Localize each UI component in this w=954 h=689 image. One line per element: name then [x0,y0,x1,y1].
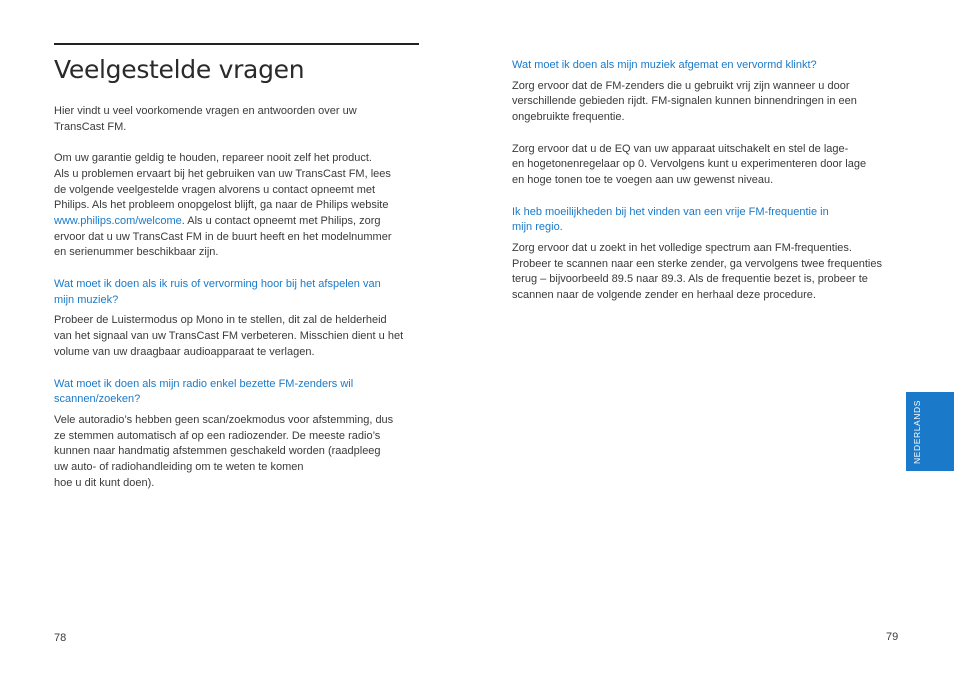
faq-item [512,205,904,304]
faq-answer: kunnen naar handmatig afstemmen geschakeld worden (raadpleeg [54,445,381,458]
language-tab-label: NEDERLANDS [912,399,923,464]
faq-answer: Probeer te scannen naar een sterke zender, ga vervolgens twee frequenties [512,257,882,270]
warranty-line: de volgende veelgestelde vragen alvorens u contact opneemt met [54,183,376,196]
faq-question: Ik heb moeilijkheden bij het vinden van een vrije FM-frequentie in [512,205,829,218]
faq-question: Wat moet ik doen als mijn radio enkel bezette FM-zenders wil [54,377,354,390]
page-number-right: 79 [886,631,899,643]
faq-item [54,377,422,492]
faq-answer: Zorg ervoor dat u zoekt in het volledige spectrum aan FM-frequenties. [512,242,852,255]
page-title: Veelgestelde vragen [54,55,305,84]
right-column [512,58,904,304]
faq-answer: Zorg ervoor dat u de EQ van uw apparaat uitschakelt en stel de lage- [512,142,849,155]
faq-answer: Probeer de Luistermodus op Mono in te stellen, dit zal de helderheid [54,314,387,327]
faq-answer: Vele autoradio’s hebben geen scan/zoekmodus voor afstemming, dus [54,413,394,426]
faq-answer: verschillende gebieden rijdt. FM-signalen kunnen binnendringen in een [512,95,857,108]
faq-question: mijn muziek? [54,293,119,306]
warranty-line: Philips. Als het probleem onopgelost blijft, ga naar de Philips website [54,199,389,212]
faq-question: scannen/zoeken? [54,393,141,406]
faq-question: mijn regio. [512,221,563,234]
intro-paragraph [54,104,422,135]
language-tab-label-wrap [906,392,929,471]
faq-answer: ongebruikte frequentie. [512,111,625,124]
intro-line: TransCast FM. [54,120,127,133]
faq-question: Wat moet ik doen als mijn muziek afgemat en vervormd klinkt? [512,59,817,71]
intro-line: Hier vindt u veel voorkomende vragen en antwoorden over uw [54,105,357,117]
faq-question: Wat moet ik doen als ik ruis of vervorming hoor bij het afspelen van [54,278,381,291]
faq-answer: scannen naar de volgende zender en herhaal deze procedure. [512,289,816,302]
faq-answer: uw auto- of radiohandleiding om te weten te komen [54,461,304,474]
faq-answer: en hogetonenregelaar op 0. Vervolgens kunt u experimenteren door lage [512,158,867,171]
page-number-left: 78 [54,632,67,644]
warranty-line: en serienummer beschikbaar zijn. [54,246,219,259]
warranty-line: Om uw garantie geldig te houden, repareer nooit zelf het product. [54,152,372,165]
warranty-paragraph [54,151,422,261]
faq-answer: ze stemmen automatisch af op een radiozender. De meeste radio’s [54,429,381,442]
faq-answer: terug – bijvoorbeeld 89.5 naar 89.3. Als de frequentie bezet is, probeer te [512,273,868,286]
warranty-link-line [54,214,422,230]
faq-answer: van het signaal van uw TransCast FM verbeteren. Misschien dient u het [54,330,404,343]
faq-answer: volume van uw draagbaar audioapparaat te verlagen. [54,345,315,358]
faq-answer: hoe u dit kunt doen). [54,476,155,489]
faq-item [512,58,904,189]
philips-website-link[interactable]: www.philips.com/welcome [54,214,182,227]
faq-answer: Zorg ervoor dat de FM-zenders die u gebruikt vrij zijn wanneer u door [512,79,850,92]
warranty-line: ervoor dat u uw TransCast FM in de buurt heeft en het modelnummer [54,230,392,243]
left-column [54,104,422,491]
faq-item [54,277,422,361]
warranty-line: Als u problemen ervaart bij het gebruiken van uw TransCast FM, lees [54,167,391,180]
warranty-line-rest: . Als u contact opneemt met Philips, zorg [181,214,381,227]
title-rule [54,43,419,45]
faq-answer: en hoge tonen toe te voegen aan uw gewenst niveau. [512,173,774,186]
